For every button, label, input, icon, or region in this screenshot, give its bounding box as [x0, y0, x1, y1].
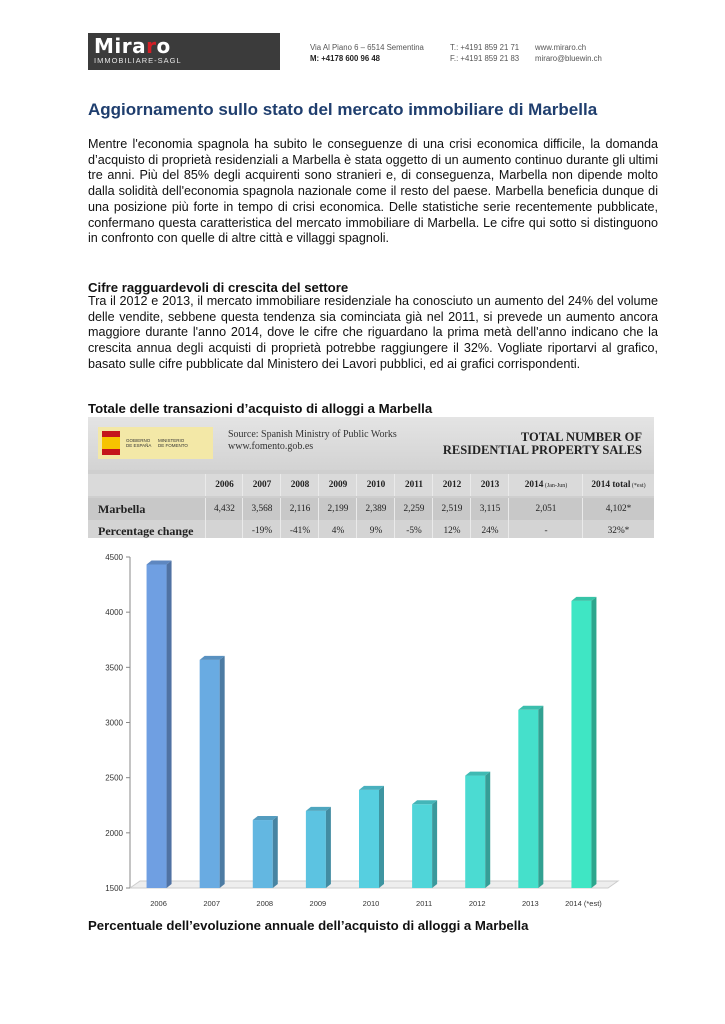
table-header-note: (Jan-Jun) [543, 483, 568, 489]
table-cell-sales: 4,432 [214, 504, 235, 514]
table-column-divider [582, 520, 583, 538]
table-column-divider [242, 520, 243, 538]
table-column-divider [318, 474, 319, 496]
bar-side [273, 816, 278, 888]
logo-subtitle: IMMOBILIARE-SAGL [94, 56, 182, 65]
page-title: Aggiornamento sullo stato del mercato immobiliare di Marbella [88, 100, 598, 119]
bar [518, 710, 538, 888]
table-row-marbella [88, 498, 654, 520]
table-column-divider [205, 498, 206, 520]
table-column-divider [508, 498, 509, 520]
x-tick-label: 2013 [521, 899, 539, 908]
table-column-divider [432, 498, 433, 520]
table-cell-sales: 2,199 [327, 504, 349, 514]
ministry-logo [98, 427, 213, 459]
logo-name: Miraro [94, 34, 171, 58]
table-column-divider [205, 474, 206, 496]
table-header-cell: 2007 [252, 480, 272, 490]
table-cell-sales: 3,115 [479, 504, 501, 514]
bar-side [379, 786, 384, 888]
table-cell-change: -41% [289, 526, 311, 536]
table-title [443, 431, 642, 457]
y-tick-label: 1500 [105, 884, 123, 893]
table-column-divider [432, 474, 433, 496]
table-cell-change: 24% [481, 526, 499, 536]
table-column-divider [356, 474, 357, 496]
table-header-band [88, 417, 654, 470]
table-cell-change: 12% [443, 526, 461, 536]
table-row-percentage [88, 520, 654, 538]
x-tick-label: 2010 [362, 899, 380, 908]
bar-side [167, 561, 172, 888]
table-cell-change [206, 520, 243, 538]
table-column-divider [582, 498, 583, 520]
growth-paragraph: Tra il 2012 e 2013, il mercato immobiliare residenziale ha conosciuto un aumento del 24% del volume delle vendite, sebbene questa tendenza sia cominciata già nel 2011, si prevede un aumento ancora maggiore durante l'anno 2014, dove le cifre che riguardano la prima metà dell'anno indicano che la crescita annua degli acquisti di proprietà potrebbe raggiungere il 32%. Vogliate riportarvi al grafico, basato sulle cifre pubblicate dal Ministero dei Lavori pubblici, ed ai grafici corrispondenti. [88, 294, 658, 371]
bar [465, 776, 485, 888]
bar [200, 660, 220, 888]
x-tick-label: 2012 [468, 899, 486, 908]
header-email[interactable]: miraro@bluewin.ch [535, 54, 602, 63]
table-cell-change: 9% [369, 526, 383, 536]
row-label-marbella: Marbella [98, 502, 146, 516]
y-tick-label: 3000 [105, 718, 123, 728]
table-header-cell: 2012 [442, 480, 462, 490]
y-tick-label: 2000 [105, 828, 123, 838]
table-column-divider [356, 520, 357, 538]
intro-paragraph: Mentre l'economia spagnola ha subito le conseguenze di una crisi economica difficile, la domanda d’acquisto di proprietà residenziali a Marbella è stata oggetto di un aumento continuo durante gli ultimi tre anni. Più del 85% degli acquirenti sono stranieri e, di conseguenza, Marbella non dipende molto dalla solidità dell'economia spagnola nazionale come il resto del paese. Marbella beneficia dunque di una posizione più forte in tempo di crisi economica. Delle statistiche serie recentemente pubblicate, confermano questa caratteristica del mercato immobiliare di Marbella. Le cifre qui sotto si distinguono in confronto con quelle di altre città e villaggi spagnoli. [88, 137, 658, 246]
bar-side [538, 706, 543, 888]
bar-side [326, 807, 331, 888]
header-website[interactable]: www.miraro.ch [535, 43, 587, 52]
bar-side [432, 800, 437, 888]
table-cell-change: -19% [251, 526, 273, 536]
section-heading-percentage: Percentuale dell’evoluzione annuale dell’acquisto di alloggi a Marbella [88, 918, 529, 933]
table-header-cell: 2009 [328, 480, 348, 490]
bar [412, 804, 432, 888]
table-column-divider [470, 474, 471, 496]
x-tick-label: 2011 [416, 899, 433, 908]
bar [306, 811, 326, 888]
table-column-divider [242, 474, 243, 496]
table-column-divider [470, 498, 471, 520]
table-column-divider [394, 498, 395, 520]
table-column-divider [432, 520, 433, 538]
header-tel: T.: +4191 859 21 71 [450, 43, 520, 52]
table-cell-sales: 2,519 [441, 504, 463, 514]
header-fax: F.: +4191 859 21 83 [450, 54, 520, 63]
y-tick-label: 3500 [105, 663, 123, 673]
header-address-block [310, 42, 424, 64]
source-text: Source: Spanish Ministry of Public Works [228, 429, 397, 440]
table-column-divider [280, 474, 281, 496]
bar [253, 820, 273, 888]
bar [571, 601, 591, 888]
header-phone-block [450, 42, 519, 64]
table-column-divider [280, 520, 281, 538]
table-column-divider [470, 520, 471, 538]
table-column-divider [280, 498, 281, 520]
table-column-divider [356, 498, 357, 520]
y-tick-label: 2500 [105, 773, 123, 783]
spain-coat-of-arms-icon [102, 431, 120, 455]
table-header-cell: 2010 [366, 480, 386, 490]
bar-side [220, 656, 225, 888]
section-heading-transactions: Totale delle transazioni d’acquisto di alloggi a Marbella [88, 401, 433, 416]
ministry-gov-label: GOBIERNO DE ESPAÑA [126, 438, 152, 448]
ministry-dept-label: MINISTERIO DE FOMENTO [158, 438, 188, 448]
table-cell-sales: 2,051 [535, 504, 557, 514]
table-column-divider [508, 520, 509, 538]
table-column-divider [394, 474, 395, 496]
table-header-cell: 2013 [480, 480, 500, 490]
table-column-divider [508, 474, 509, 496]
table-cell-change: 32%* [607, 526, 630, 536]
table-header-cell: 2008 [290, 480, 310, 490]
table-header-cell: 2014 total (*est) [591, 480, 646, 490]
table-header-row [88, 474, 654, 496]
bar [359, 790, 379, 888]
table-cell-sales: 2,116 [289, 504, 311, 514]
table-cell-sales: 2,389 [365, 504, 387, 514]
header-address: Via Al Piano 6 – 6514 Sementina [310, 43, 424, 52]
table-column-divider [318, 520, 319, 538]
table-title-line1: TOTAL NUMBER OF [520, 430, 642, 444]
table-header-note: (*est) [630, 483, 646, 489]
table-header-cell: 2014 (Jan-Jun) [524, 480, 568, 490]
table-cell-change: -5% [406, 526, 422, 536]
bar-chart-svg [88, 545, 628, 915]
table-title-line2: RESIDENTIAL PROPERTY SALES [442, 443, 642, 457]
header-mobile: M: +4178 600 96 48 [310, 54, 381, 63]
table-cell-change: 4% [331, 526, 345, 536]
sales-statistics-table [88, 417, 654, 538]
row-label-percentage: Percentage change [98, 524, 194, 538]
table-column-divider [582, 474, 583, 496]
bar [147, 565, 167, 888]
x-tick-label: 2008 [256, 899, 274, 908]
table-header-cell: 2011 [404, 480, 424, 490]
bar-side [485, 772, 490, 888]
sales-bar-chart [88, 545, 628, 915]
x-tick-label: 2009 [309, 899, 327, 908]
x-tick-label: 2014 (*est) [565, 899, 602, 908]
bar-side [591, 597, 596, 888]
source-url[interactable]: www.fomento.gob.es [228, 441, 314, 452]
section-heading-growth: Cifre ragguardevoli di crescita del settore [88, 280, 349, 295]
header-web-block [535, 42, 602, 64]
table-column-divider [318, 498, 319, 520]
table-source [228, 429, 397, 453]
table-cell-sales: 4,102* [605, 504, 632, 514]
table-column-divider [394, 520, 395, 538]
y-tick-label: 4500 [105, 553, 123, 562]
table-cell-sales: 2,259 [403, 504, 425, 514]
table-header-cell: 2006 [215, 480, 234, 490]
table-cell-sales: 3,568 [251, 504, 273, 514]
table-column-divider [242, 498, 243, 520]
company-logo [88, 33, 280, 70]
x-tick-label: 2007 [203, 899, 221, 908]
table-column-divider [205, 520, 206, 538]
x-tick-label: 2006 [150, 899, 167, 908]
y-tick-label: 4000 [105, 608, 123, 618]
table-cell-change: - [544, 526, 548, 536]
